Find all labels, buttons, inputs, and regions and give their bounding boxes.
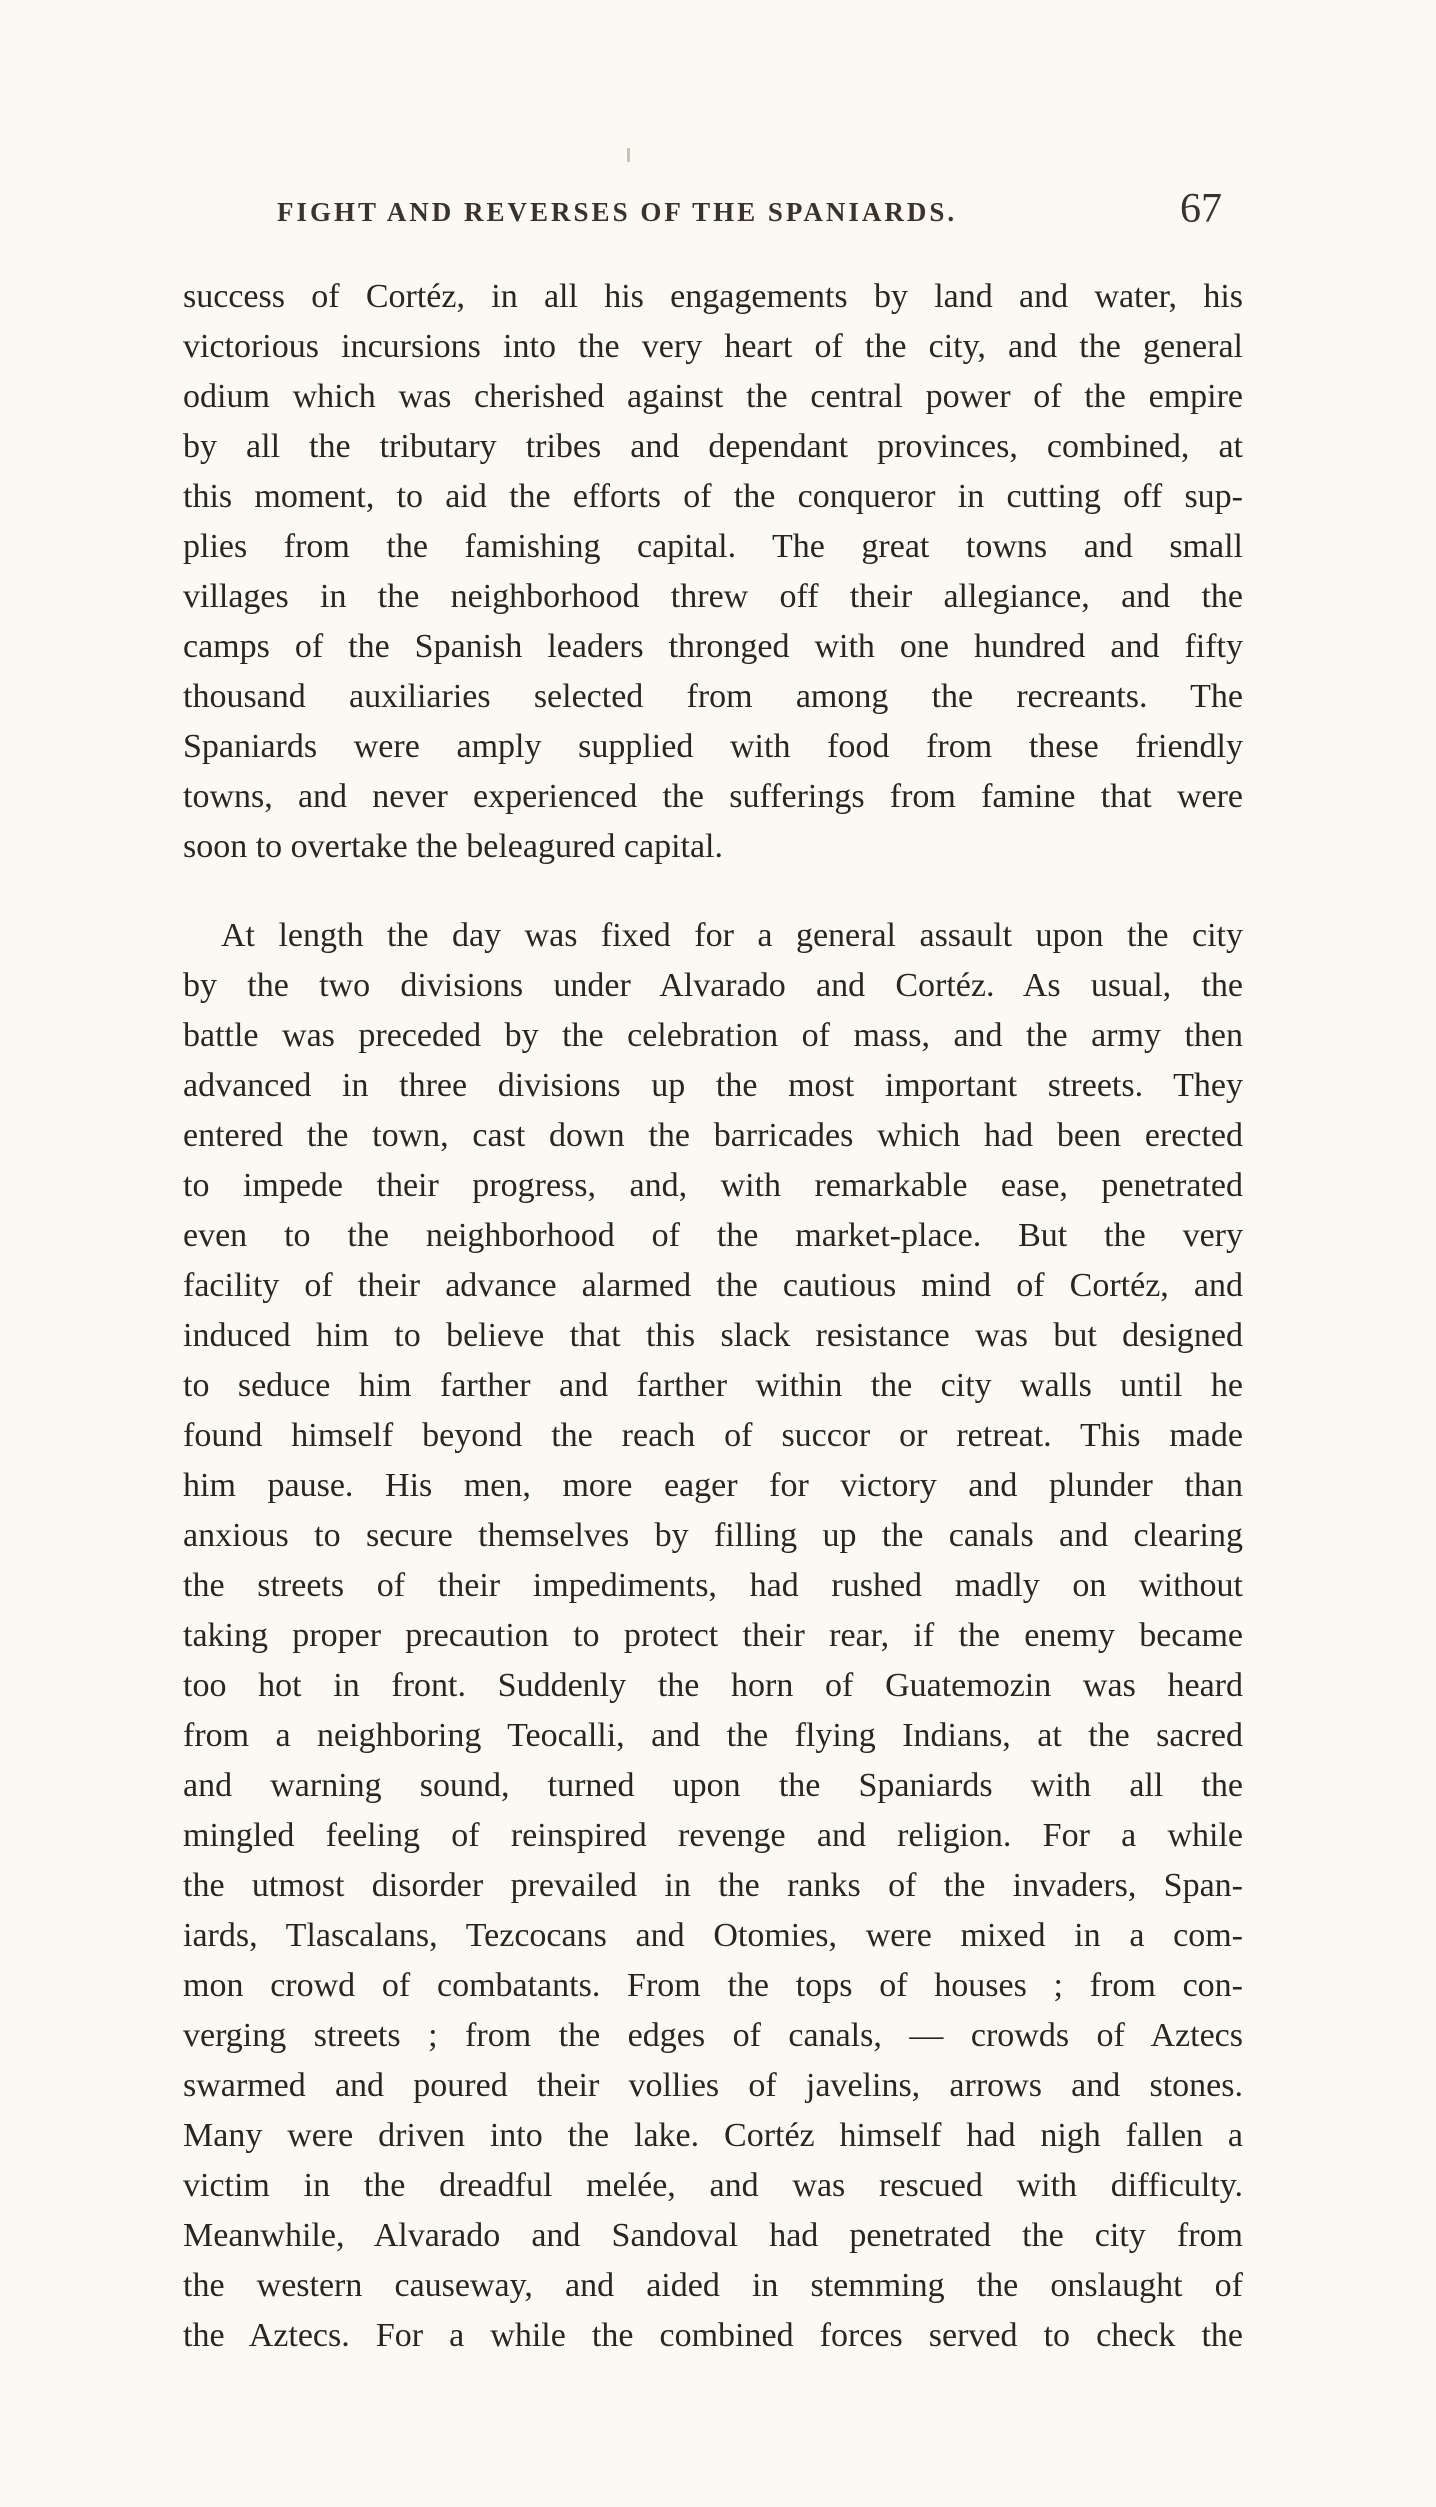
text-line: battle was preceded by the celebration of mass, and the army then: [183, 1017, 1243, 1054]
text-line: At length the day was fixed for a general assault upon the city: [221, 917, 1243, 954]
page-number: 67: [1180, 186, 1222, 232]
text-line: plies from the famishing capital. The great towns and small: [183, 528, 1243, 565]
text-line: by all the tributary tribes and dependant provinces, combined, at: [183, 428, 1243, 465]
text-line: Meanwhile, Alvarado and Sandoval had penetrated the city from: [183, 2217, 1243, 2254]
text-line: found himself beyond the reach of succor or retreat. This made: [183, 1417, 1243, 1454]
text-line: mon crowd of combatants. From the tops of houses ; from con-: [183, 1967, 1243, 2004]
text-line: him pause. His men, more eager for victory and plunder than: [183, 1467, 1243, 1504]
text-line: thousand auxiliaries selected from among the recreants. The: [183, 678, 1243, 715]
text-line: induced him to believe that this slack resistance was but designed: [183, 1317, 1243, 1354]
text-line: facility of their advance alarmed the cautious mind of Cortéz, and: [183, 1267, 1243, 1304]
text-line: soon to overtake the beleagured capital.: [183, 828, 723, 865]
text-line: the streets of their impediments, had rushed madly on without: [183, 1567, 1243, 1604]
text-line: success of Cortéz, in all his engagements by land and water, his: [183, 278, 1243, 315]
text-line: villages in the neighborhood threw off their allegiance, and the: [183, 578, 1243, 615]
page-header: [277, 185, 1222, 241]
text-line: victim in the dreadful melée, and was rescued with difficulty.: [183, 2167, 1243, 2204]
text-line: Many were driven into the lake. Cortéz himself had nigh fallen a: [183, 2117, 1243, 2154]
text-line: Spaniards were amply supplied with food from these friendly: [183, 728, 1243, 765]
text-line: odium which was cherished against the central power of the empire: [183, 378, 1243, 415]
text-line: too hot in front. Suddenly the horn of Guatemozin was heard: [183, 1667, 1243, 1704]
paragraph-2: [183, 911, 1243, 2361]
text-line: victorious incursions into the very heart of the city, and the general: [183, 328, 1243, 365]
text-line: to seduce him farther and farther within the city walls until he: [183, 1367, 1243, 1404]
running-title: FIGHT AND REVERSES OF THE SPANIARDS.: [277, 197, 958, 227]
text-line: verging streets ; from the edges of canals, — crowds of Aztecs: [183, 2017, 1243, 2054]
text-line: this moment, to aid the efforts of the conqueror in cutting off sup-: [183, 478, 1243, 515]
text-line: camps of the Spanish leaders thronged with one hundred and fifty: [183, 628, 1243, 665]
text-line: advanced in three divisions up the most important streets. They: [183, 1067, 1243, 1104]
text-line: the utmost disorder prevailed in the ranks of the invaders, Span-: [183, 1867, 1243, 1904]
text-line: mingled feeling of reinspired revenge and religion. For a while: [183, 1817, 1243, 1854]
text-line: swarmed and poured their vollies of javelins, arrows and stones.: [183, 2067, 1243, 2104]
text-line: by the two divisions under Alvarado and Cortéz. As usual, the: [183, 967, 1243, 1004]
text-line: entered the town, cast down the barricades which had been erected: [183, 1117, 1243, 1154]
text-line: even to the neighborhood of the market-place. But the very: [183, 1217, 1243, 1254]
text-line: and warning sound, turned upon the Spaniards with all the: [183, 1767, 1243, 1804]
paragraph-1: [183, 272, 1243, 872]
text-line: iards, Tlascalans, Tezcocans and Otomies, were mixed in a com-: [183, 1917, 1243, 1954]
text-line: to impede their progress, and, with remarkable ease, penetrated: [183, 1167, 1243, 1204]
text-line: the Aztecs. For a while the combined forces served to check the: [183, 2317, 1243, 2354]
text-line: anxious to secure themselves by filling up the canals and clearing: [183, 1517, 1243, 1554]
text-line: the western causeway, and aided in stemming the onslaught of: [183, 2267, 1243, 2304]
text-line: from a neighboring Teocalli, and the flying Indians, at the sacred: [183, 1717, 1243, 1754]
text-line: taking proper precaution to protect their rear, if the enemy became: [183, 1617, 1243, 1654]
text-line: towns, and never experienced the sufferings from famine that were: [183, 778, 1243, 815]
scan-mark: [627, 148, 630, 162]
